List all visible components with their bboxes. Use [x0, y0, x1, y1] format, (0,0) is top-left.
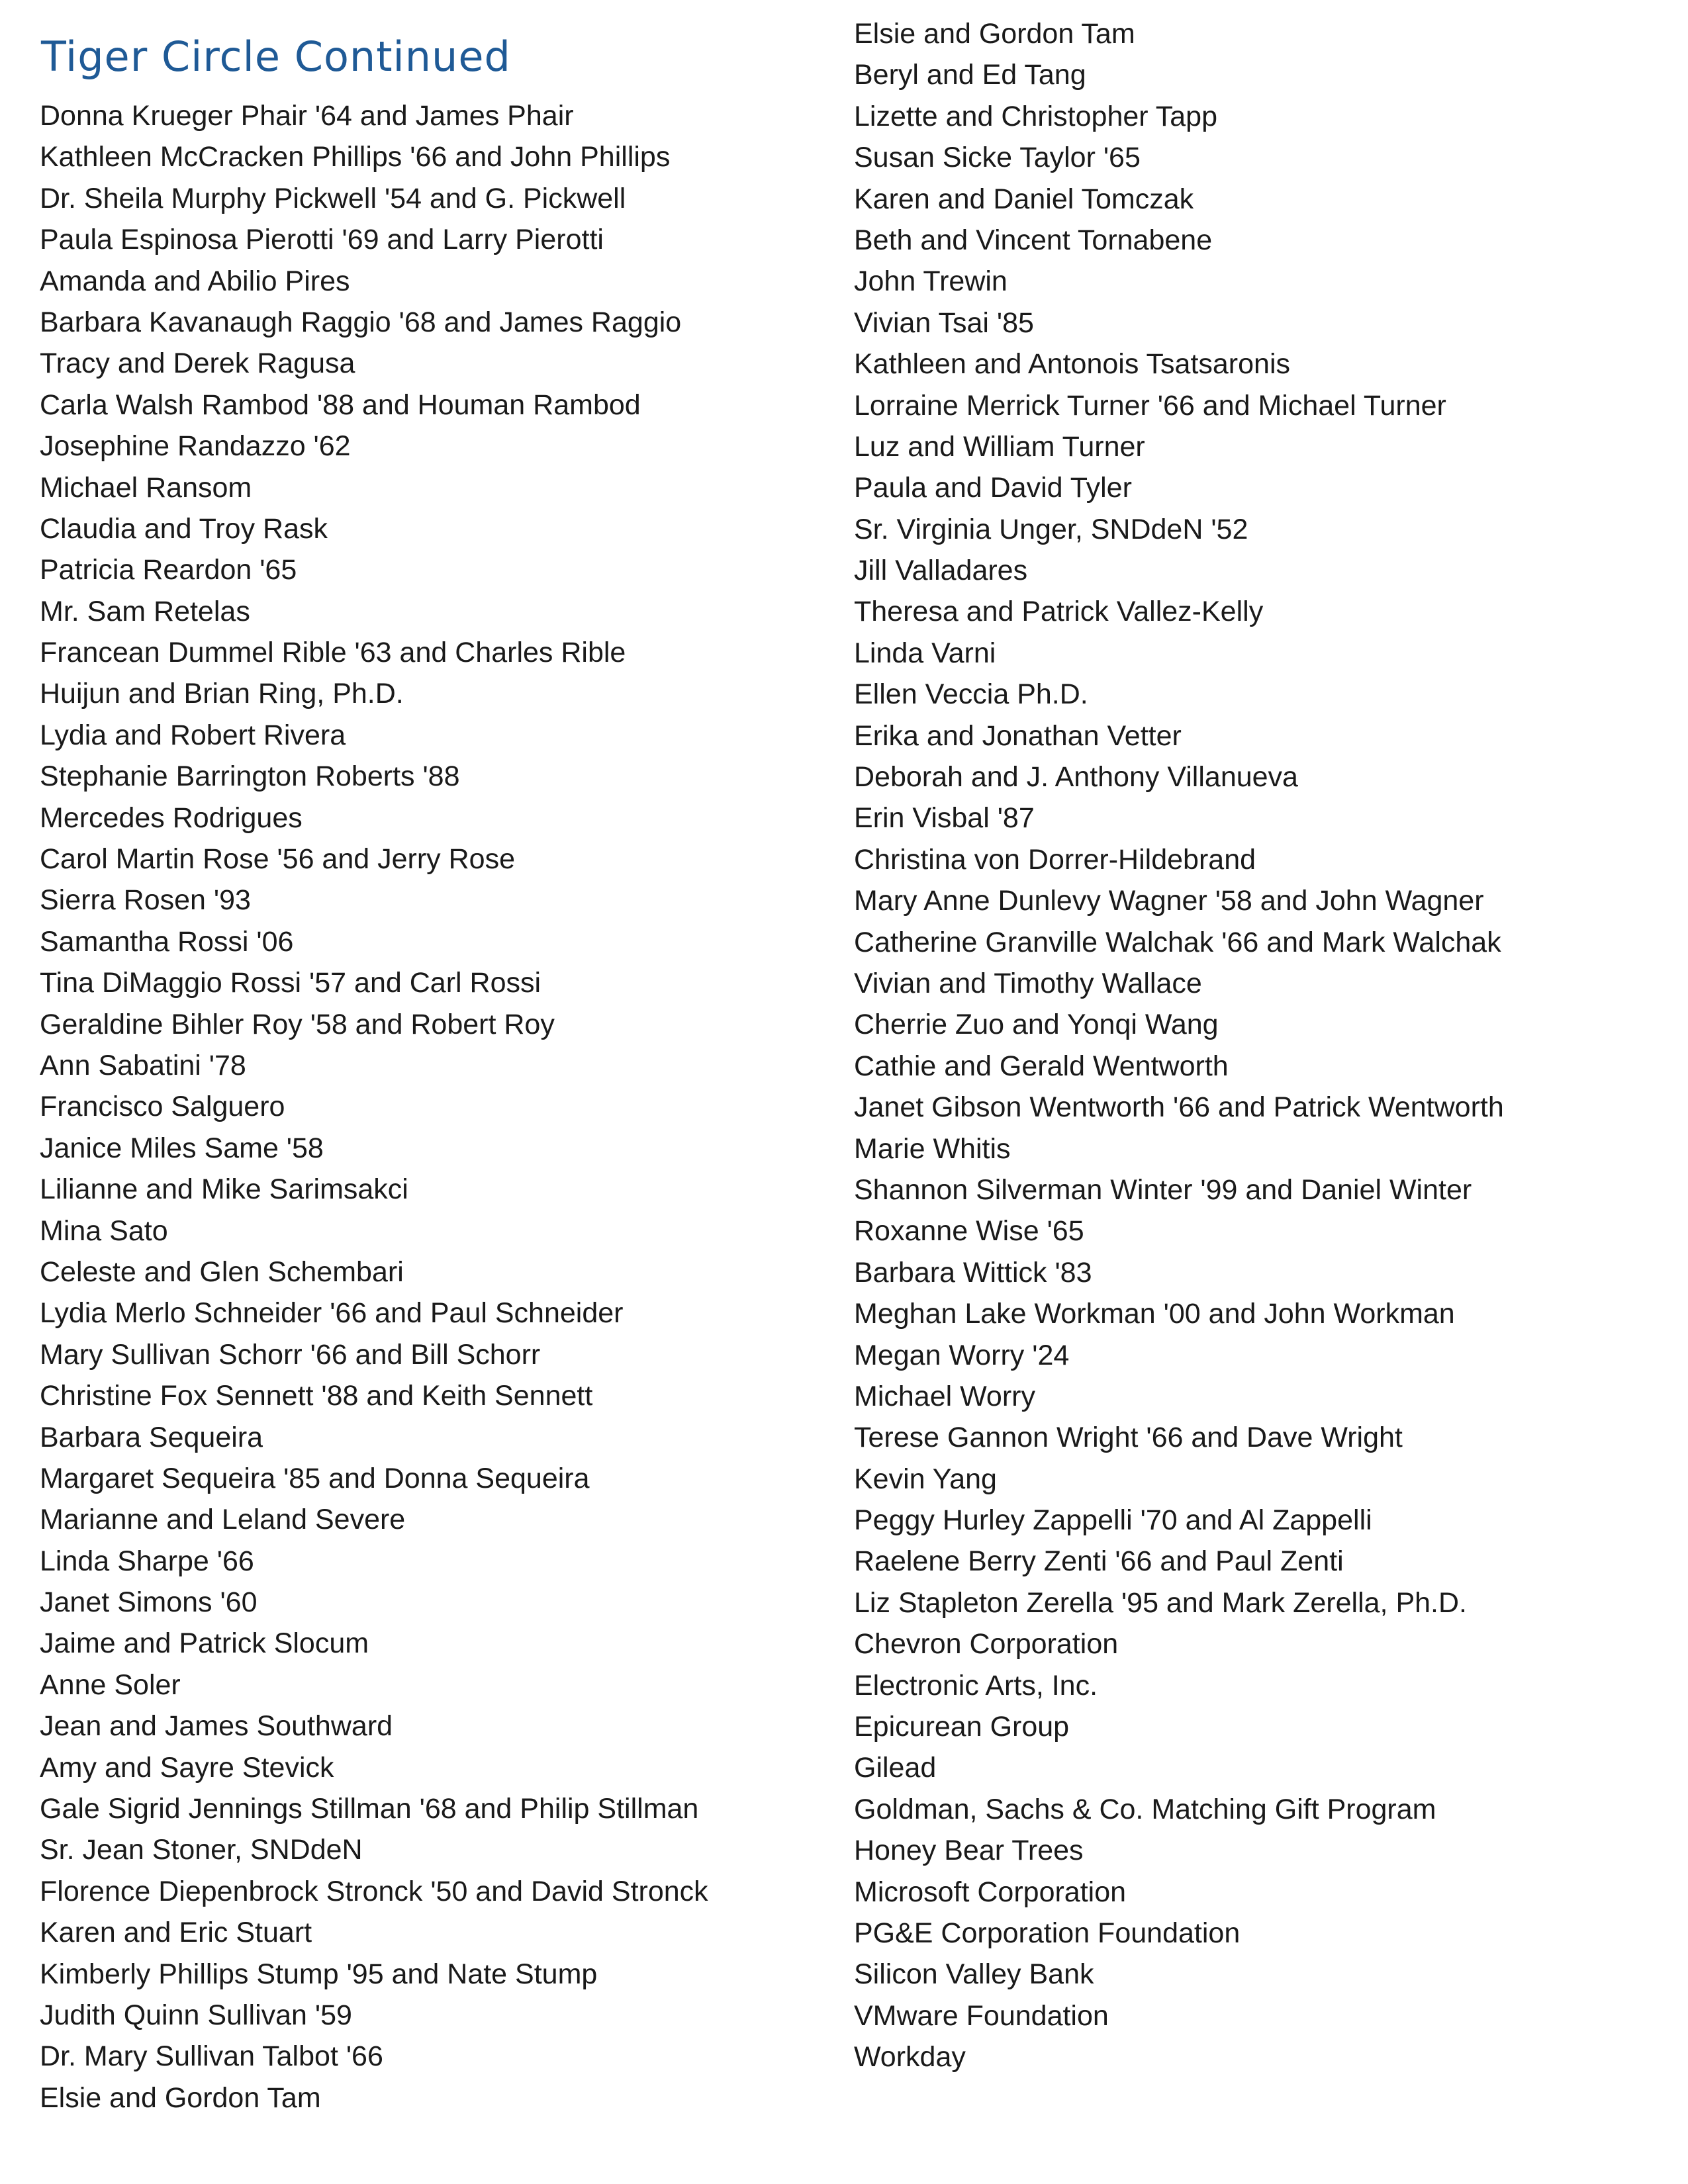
donor-list-item: Paula and David Tyler	[854, 472, 1132, 504]
donor-list-item: PG&E Corporation Foundation	[854, 1917, 1241, 1949]
donor-list-item: Shannon Silverman Winter '99 and Daniel Winter	[854, 1173, 1472, 1206]
donor-list-item: Mina Sato	[40, 1214, 168, 1247]
donor-list-item: Luz and William Turner	[854, 430, 1145, 463]
donor-list-item: Dr. Sheila Murphy Pickwell '54 and G. Pickwell	[40, 182, 626, 214]
donor-list-item: Jill Valladares	[854, 555, 1028, 587]
donor-list-item: Jaime and Patrick Slocum	[40, 1627, 369, 1660]
donor-list-item: Silicon Valley Bank	[854, 1958, 1094, 1991]
donor-list-item: Janet Gibson Wentworth '66 and Patrick Wentworth	[854, 1091, 1504, 1124]
donor-list-item: Gale Sigrid Jennings Stillman '68 and Philip Stillman	[40, 1793, 699, 1825]
donor-list-item: Marie Whitis	[854, 1132, 1011, 1165]
donor-list-item: Jean and James Southward	[40, 1710, 393, 1743]
donor-list-item: Megan Worry '24	[854, 1339, 1070, 1371]
donor-list-item: Kevin Yang	[854, 1463, 997, 1495]
donor-list-item: Goldman, Sachs & Co. Matching Gift Program	[854, 1793, 1436, 1825]
donor-list-item: Donna Krueger Phair '64 and James Phair	[40, 100, 574, 132]
donor-list-item: Carol Martin Rose '56 and Jerry Rose	[40, 843, 516, 876]
donor-list-item: Mary Sullivan Schorr '66 and Bill Schorr	[40, 1338, 541, 1371]
donor-list-item: Barbara Kavanaugh Raggio '68 and James Raggio	[40, 306, 682, 338]
donor-list-item: Epicurean Group	[854, 1711, 1070, 1743]
donor-list-item: Samantha Rossi '06	[40, 925, 294, 958]
donor-list-item: Theresa and Patrick Vallez-Kelly	[854, 596, 1264, 628]
donor-list-item: Vivian and Timothy Wallace	[854, 967, 1202, 999]
donor-list-item: Catherine Granville Walchak '66 and Mark Walchak	[854, 926, 1501, 958]
donor-list-item: Liz Stapleton Zerella '95 and Mark Zerella, Ph.D.	[854, 1586, 1467, 1619]
donor-list-item: Chevron Corporation	[854, 1628, 1119, 1661]
donor-list-item: Patricia Reardon '65	[40, 554, 297, 586]
donor-list-item: Electronic Arts, Inc.	[854, 1669, 1098, 1702]
donor-list-item: Paula Espinosa Pierotti '69 and Larry Pierotti	[40, 224, 604, 256]
donor-list-item: Margaret Sequeira '85 and Donna Sequeira	[40, 1462, 590, 1494]
donor-list-item: VMware Foundation	[854, 1999, 1109, 2032]
donor-list-item: Christina von Dorrer-Hildebrand	[854, 843, 1256, 876]
donor-list-item: John Trewin	[854, 265, 1008, 298]
donor-list-item: Tina DiMaggio Rossi '57 and Carl Rossi	[40, 967, 541, 999]
donor-list-item: Microsoft Corporation	[854, 1876, 1127, 1908]
donor-list-item: Mary Anne Dunlevy Wagner '58 and John Wagner	[854, 885, 1484, 917]
donor-list-item: Ellen Veccia Ph.D.	[854, 678, 1088, 711]
donor-list-item: Beth and Vincent Tornabene	[854, 224, 1213, 256]
donor-list-item: Judith Quinn Sullivan '59	[40, 1999, 352, 2031]
donor-list-item: Janet Simons '60	[40, 1586, 258, 1619]
donor-list-item: Workday	[854, 2041, 966, 2073]
donor-list-right-column	[854, 13, 1648, 2078]
donor-list-item: Barbara Sequeira	[40, 1421, 263, 1453]
donor-list-item: Francisco Salguero	[40, 1091, 285, 1123]
donor-list-item: Dr. Mary Sullivan Talbot '66	[40, 2040, 383, 2073]
donor-list-item: Mercedes Rodrigues	[40, 801, 303, 834]
donor-list-item: Honey Bear Trees	[854, 1835, 1084, 1867]
donor-list-item: Meghan Lake Workman '00 and John Workman	[854, 1298, 1455, 1330]
donor-list-item: Michael Worry	[854, 1380, 1035, 1412]
donor-list-item: Erika and Jonathan Vetter	[854, 719, 1182, 752]
donor-list-item: Cathie and Gerald Wentworth	[854, 1050, 1229, 1082]
donor-list-item: Barbara Wittick '83	[854, 1256, 1092, 1289]
donor-list-item: Sr. Virginia Unger, SNDdeN '52	[854, 513, 1248, 545]
donor-list-item: Erin Visbal '87	[854, 802, 1035, 835]
donor-list-item: Karen and Daniel Tomczak	[854, 183, 1194, 215]
donor-list-item: Terese Gannon Wright '66 and Dave Wright	[854, 1422, 1403, 1454]
donor-list-item: Michael Ransom	[40, 471, 252, 504]
donor-list-item: Lorraine Merrick Turner '66 and Michael Turner	[854, 389, 1446, 422]
donor-list-item: Cherrie Zuo and Yonqi Wang	[854, 1009, 1219, 1041]
donor-list-item: Carla Walsh Rambod '88 and Houman Rambod	[40, 388, 641, 421]
donor-list-item: Elsie and Gordon Tam	[40, 2081, 321, 2114]
donor-list-item: Amanda and Abilio Pires	[40, 265, 350, 297]
donor-list-item: Marianne and Leland Severe	[40, 1504, 406, 1536]
donor-list-item: Amy and Sayre Stevick	[40, 1751, 334, 1784]
donor-list-item: Stephanie Barrington Roberts '88	[40, 760, 460, 793]
donor-list-item: Kathleen and Antonois Tsatsaronis	[854, 348, 1291, 381]
donor-list-item: Christine Fox Sennett '88 and Keith Sennett	[40, 1380, 593, 1412]
donor-list-item: Susan Sicke Taylor '65	[854, 142, 1141, 174]
donor-list-item: Deborah and J. Anthony Villanueva	[854, 761, 1298, 794]
donor-list-item: Linda Varni	[854, 637, 996, 669]
donor-list-item: Gilead	[854, 1752, 937, 1784]
donor-list-item: Sr. Jean Stoner, SNDdeN	[40, 1834, 363, 1866]
donor-list-item: Celeste and Glen Schembari	[40, 1255, 404, 1288]
donor-list-item: Mr. Sam Retelas	[40, 595, 250, 627]
donor-list-item: Peggy Hurley Zappelli '70 and Al Zappelli	[854, 1504, 1372, 1537]
donor-list-item: Raelene Berry Zenti '66 and Paul Zenti	[854, 1545, 1344, 1578]
donor-list-item: Lydia and Robert Rivera	[40, 719, 346, 751]
donor-list-left-column	[40, 95, 821, 2118]
donor-list-item: Vivian Tsai '85	[854, 306, 1034, 339]
donor-list-item: Claudia and Troy Rask	[40, 512, 328, 545]
donor-list-item: Kathleen McCracken Phillips '66 and John Phillips	[40, 141, 671, 173]
donor-list-item: Huijun and Brian Ring, Ph.D.	[40, 678, 404, 710]
donor-list-item: Florence Diepenbrock Stronck '50 and David Stronck	[40, 1875, 708, 1907]
donor-list-item: Karen and Eric Stuart	[40, 1917, 312, 1949]
donor-list-item: Tracy and Derek Ragusa	[40, 347, 355, 380]
donor-list-item: Anne Soler	[40, 1668, 181, 1701]
donor-list-item: Ann Sabatini '78	[40, 1049, 246, 1081]
donor-list-item: Beryl and Ed Tang	[854, 59, 1086, 91]
donor-list-item: Linda Sharpe '66	[40, 1545, 254, 1577]
donor-list-item: Josephine Randazzo '62	[40, 430, 351, 463]
donor-list-item: Roxanne Wise '65	[854, 1215, 1084, 1248]
donor-list-item: Lilianne and Mike Sarimsakci	[40, 1173, 408, 1206]
donor-list-item: Lizette and Christopher Tapp	[854, 100, 1218, 132]
page-title: Tiger Circle Continued	[41, 32, 511, 81]
donor-list-item: Kimberly Phillips Stump '95 and Nate Stump	[40, 1958, 598, 1990]
donor-list-item: Sierra Rosen '93	[40, 884, 251, 917]
donor-list-item: Geraldine Bihler Roy '58 and Robert Roy	[40, 1008, 555, 1040]
donor-list-item: Lydia Merlo Schneider '66 and Paul Schneider	[40, 1297, 624, 1330]
donor-list-item: Francean Dummel Rible '63 and Charles Rible	[40, 637, 626, 669]
donor-list-item: Janice Miles Same '58	[40, 1132, 324, 1164]
donor-list-item: Elsie and Gordon Tam	[854, 18, 1135, 50]
